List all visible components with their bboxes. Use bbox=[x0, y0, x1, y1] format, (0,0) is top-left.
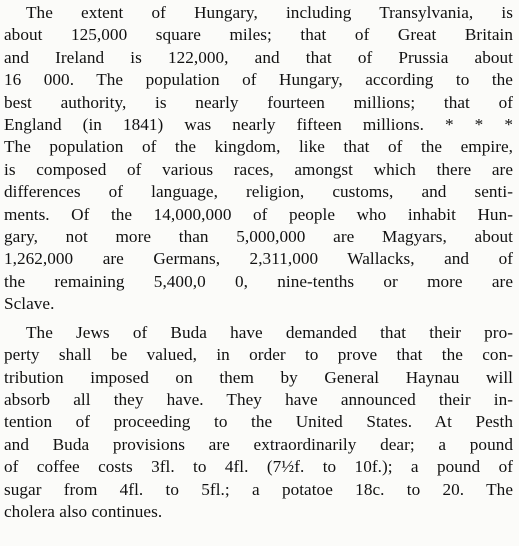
text-line: ments. Of the 14,000,000 of people who inhabit Hun- bbox=[4, 204, 513, 224]
text-line: sugar from 4fl. to 5fl.; a potatoe 18c. to 20. The bbox=[4, 479, 513, 499]
text-line: and Ireland is 122,000, and that of Prussia about bbox=[4, 47, 513, 67]
text-line: The Jews of Buda have demanded that their pro- bbox=[26, 322, 513, 342]
text-line: of coffee costs 3fl. to 4fl. (7½f. to 10f.); a pound of bbox=[4, 457, 513, 477]
text-line: tribution imposed on them by General Haynau will bbox=[4, 367, 513, 387]
text-line: tention of proceeding to the United States. At Pesth bbox=[4, 412, 513, 432]
text-line: The population of the kingdom, like that of the empire, bbox=[4, 137, 513, 157]
text-line: 16 000. The population of Hungary, according to the bbox=[4, 70, 513, 90]
text-line: is composed of various races, amongst which there are bbox=[4, 159, 513, 179]
text-line: gary, not more than 5,000,000 are Magyars, about bbox=[4, 227, 513, 247]
text-line: about 125,000 square miles; that of Great Britain bbox=[4, 25, 513, 45]
text-line: England (in 1841) was nearly fifteen millions. * * * bbox=[4, 115, 513, 135]
text-line: and Buda provisions are extraordinarily dear; a pound bbox=[4, 434, 513, 454]
article-text bbox=[4, 2, 513, 523]
paragraph-hungary-statistics bbox=[4, 2, 513, 316]
text-line: cholera also continues. bbox=[4, 501, 163, 521]
text-line: the remaining 5,400,0 0, nine-tenths or more are bbox=[4, 271, 513, 291]
text-line: Sclave. bbox=[4, 294, 55, 314]
text-line: differences of language, religion, customs, and senti- bbox=[4, 182, 513, 202]
text-line: absorb all they have. They have announced their in- bbox=[4, 389, 513, 409]
text-line: 1,262,000 are Germans, 2,311,000 Wallacks, and of bbox=[4, 249, 513, 269]
text-line: best authority, is nearly fourteen millions; that of bbox=[4, 92, 513, 112]
paragraph-jews-of-buda bbox=[4, 322, 513, 524]
text-line: The extent of Hungary, including Transylvania, is bbox=[26, 3, 513, 22]
text-line: perty shall be valued, in order to prove that the con- bbox=[4, 345, 513, 365]
